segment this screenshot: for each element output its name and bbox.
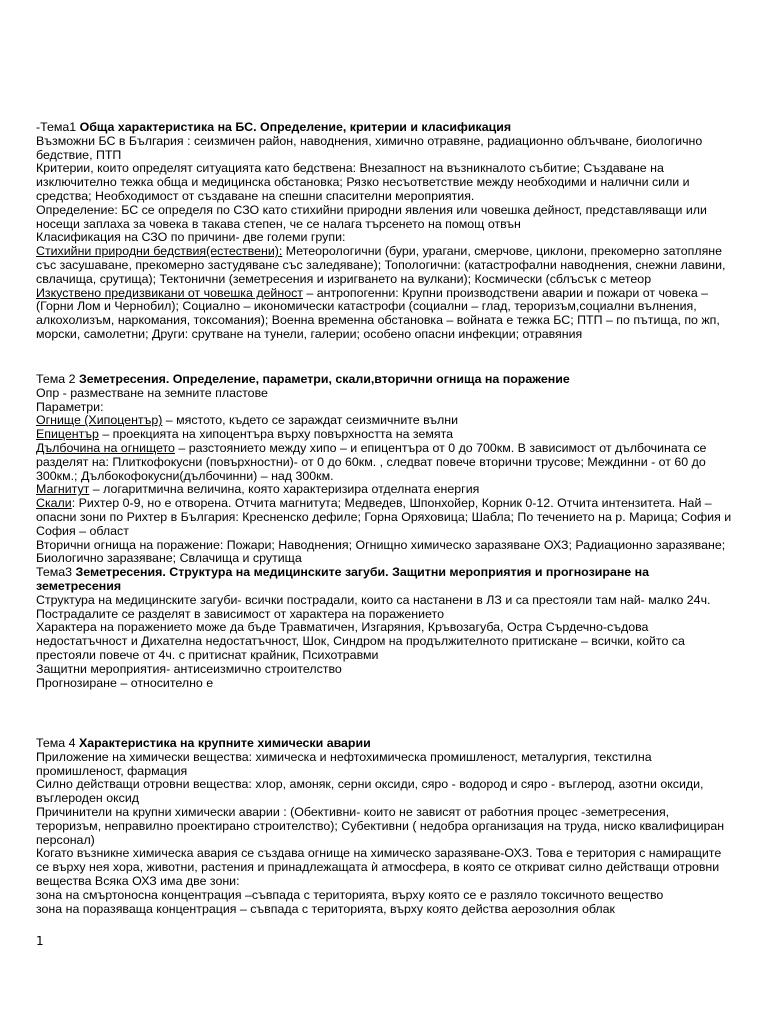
topic-3-title: Земетресения. Структура на медицинските загуби. Защитни мероприятия и прогнозиране на земетресения xyxy=(36,565,650,593)
paragraph: Характера на поражението може да бъде Травматичен, Изгаряния, Кръвозагуба, Остра Сърдечно-съдова недостатъчност и Дихателна недостатъчност, Шок, Синдром на продължителното притискане – всички, който са престояли повече от 4ч. с притиснат крайник, Психотравми xyxy=(36,620,685,662)
topic-3-heading xyxy=(36,566,736,594)
paragraph: Силно действащи отровни вещества: хлор, амоняк, серни оксиди, сяро - водород и сяро - въглерод, азотни оксиди, въглероден оксид xyxy=(36,777,704,806)
topic-1-heading xyxy=(36,121,736,135)
paragraph: Вторични огнища на поражение: Пожари; Наводнения; Огнищно химическо заразяване ОХЗ; Радиационно заразяване; Биологично заразяване; Свлачища и срутища xyxy=(36,537,726,566)
underlined-term: Магнитут xyxy=(36,482,90,497)
paragraph-text: – разстоянието между хипо – и епицентъра от 0 до 700км. В зависимост от дълбочината се разделят на: Плиткофокусни (повърхностни)- от 0 до 60км. , следват повече вторични трусове; Междинни - от 60 до 300км.; Дълбокофокусни(дълбочинни) – над 300км. xyxy=(36,440,707,483)
paragraph: Защитни мероприятия- антисеизмично строителство xyxy=(36,661,342,676)
paragraph-text: – логаритмична величина, която характеризира отделната енергия xyxy=(89,482,480,497)
topic-4-title: Характеристика на крупните химически аварии xyxy=(78,736,371,750)
paragraph: зона на поразяваща концентрация – съвпада с територията, върху която действа аерозолния облак xyxy=(36,901,615,916)
underlined-term: Епицентър xyxy=(36,427,99,442)
paragraph: Структура на медицинските загуби- всички пострадали, които са настанени в ЛЗ и са престояли там най- малко 24ч. Пострадалите се разделят в зависимост от характера на поражението xyxy=(36,592,711,621)
underlined-term: Дълбочина на огнището xyxy=(36,440,175,455)
paragraph: Класификация на СЗО по причини- две големи групи: xyxy=(36,230,346,245)
paragraph: Когато възникне химическа авария се създава огнище на химическо заразяване-ОХЗ. Това е територия с намиращите се върху нея хора, животни, растения и принадлежащата ѝ атмосфера, в която се откриват силно действащи отровни вещества Всяка ОХЗ има две зони: xyxy=(36,846,722,888)
topic-2-title: Земетресения. Определение, параметри, скали,вторични огнища на поражение xyxy=(78,372,570,386)
section-topic-4 xyxy=(36,737,736,916)
section-topic-1 xyxy=(36,121,736,342)
topic-1-title: Обща характеристика на БС. Определение, критерии и класификация xyxy=(79,120,512,134)
topic-2-label: Тема 2 xyxy=(36,372,79,386)
paragraph: Опр - разместване на земните пластове xyxy=(36,385,268,400)
paragraph-text: : Рихтер 0-9, но е отворена. Отчита магнитута; Медведев, Шпонхойер, Корник 0-12. Отчита интензитета. Най – опасни зони по Рихтер в България: Кресненско дефиле; Горна Оряховица; Шабла; По течението на р. Марица; София и София – област xyxy=(36,496,732,538)
topic-1-label: -Тема1 xyxy=(36,120,80,134)
paragraph xyxy=(36,497,736,538)
paragraph: Причинители на крупни химически аварии : (Обективни- които не зависят от работния процес -земетресения, тероризъм, неправилно проектирано строителство); Субективни ( недобра организация на труда, ниско квалифициран персонал) xyxy=(36,804,725,847)
paragraph xyxy=(36,414,736,428)
paragraph: Параметри: xyxy=(36,399,104,414)
paragraph-text: Метеорологични (бури, урагани, смерчове, циклони, прекомерно затопляне със засушаване, прекомерно застудяване със заледяване); Топологични: (катастрофални наводнения, снежни лавини, свлачища, срутища); Тектонични (земетресения и изригването на вулкани); Космически (сблъсък с метеор xyxy=(36,244,726,286)
underlined-term: Огнище (Хипоцентър) xyxy=(36,413,163,428)
paragraph: Възможни БС в България : сеизмичен район, наводнения, химично отравяне, радиационно облъчване, биологично бедствие, ПТП xyxy=(36,133,703,162)
underlined-term: Скали xyxy=(36,496,72,511)
topic-4-heading xyxy=(36,737,736,751)
paragraph-text: – проекцията на хипоцентъра върху повърхността на земята xyxy=(98,427,454,442)
section-topic-2-3 xyxy=(36,373,736,690)
paragraph: Определение: БС се определя по СЗО като стихийни природни явления или човешка дейност, представляващи или носещи заплаха за човека в такава степен, че се налага търсенето на помощ отвън xyxy=(36,202,707,231)
underlined-term: Стихийни природни бедствия(естествени): xyxy=(36,244,283,259)
page-number: 1 xyxy=(36,934,44,948)
paragraph: Прогнозиране – относително е xyxy=(36,675,214,690)
paragraph xyxy=(36,245,736,286)
paragraph: Приложение на химически вещества: химическа и нефтохимическа промишленост, металургия, текстилна промишленост, фармация xyxy=(36,749,652,778)
underlined-term: Изкуствено предизвикани от човешка дейност xyxy=(36,285,303,300)
topic-3-label: Тема3 xyxy=(36,565,76,580)
topic-4-label: Тема 4 xyxy=(36,736,79,750)
paragraph xyxy=(36,428,736,442)
paragraph xyxy=(36,442,736,483)
paragraph-text: – мястото, където се зараждат сеизмичните вълни xyxy=(162,413,459,428)
paragraph-text: – антропогенни: Крупни производствени аварии и пожари от човека – (Горни Лом и Чернобил); Социално – икономически катастрофи (социални – глад, тероризъм,социални вълнения, алкохолизъм, наркомания, токсомания); Военна временна обстановка – войната е тежка БС; ПТП – по пътища, по жп, морски, самолетни; Други: срутване на тунели, галерии; особено опасни инфекции; отравяния xyxy=(36,285,720,341)
paragraph: Критерии, които определят ситуацията като бедствена: Внезапност на възникналото събитие; Създаване на изключително тежка обща и медицинска обстановка; Рязко несъответствие между необходими и налични сили и средства; Необходимост от създаване на спешни спасителни мероприятия. xyxy=(36,161,690,203)
topic-2-heading xyxy=(36,373,736,387)
paragraph xyxy=(36,287,736,342)
paragraph: зона на смъртоносна концентрация –съвпада с територията, върху която се е разляло токсичното вещество xyxy=(36,887,664,902)
paragraph xyxy=(36,483,736,497)
